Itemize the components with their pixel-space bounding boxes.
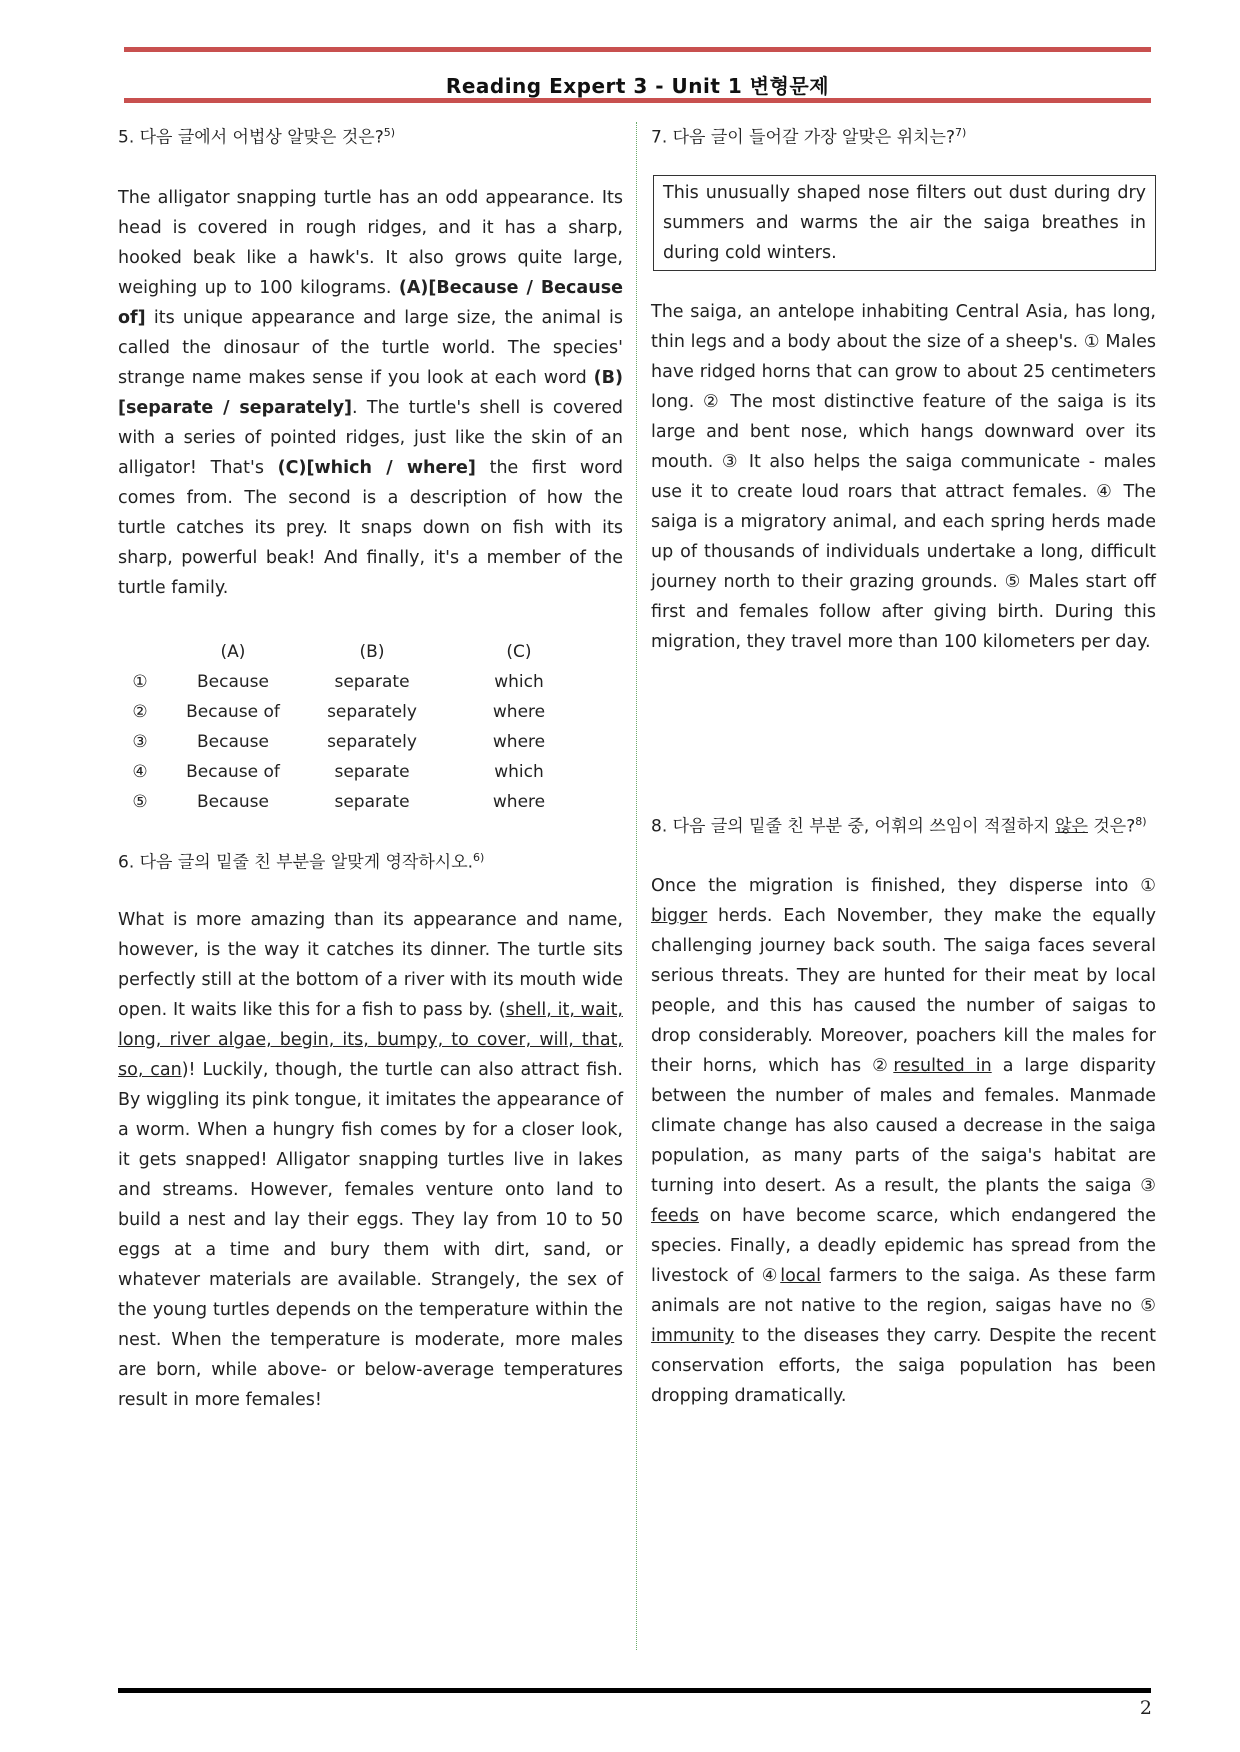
question-7-passage: The saiga, an antelope inhabiting Central Asia, has long, thin legs and a body about the size of a sheep's. ① Males have ridged horns that can grow to about 25 centimeters long. ② The most distinctive feature of the saiga is its large and bent nose, which hangs downward over its mouth. ③ It also helps the saiga communicate - males use it to create loud roars that attract females. ④ The saiga is a migratory animal, and each spring herds made up of thousands of individuals undertake a long, difficult journey north to their grazing grounds. ⑤ Males start off first and females follow after giving birth. During this migration, they travel more than 100 kilometers per day. <box>651 301 1156 652</box>
column-divider <box>636 122 637 1650</box>
question-6 <box>118 843 623 1416</box>
answer-option-4[interactable]: ④ Because of separate which <box>132 761 544 782</box>
header-top-rule <box>124 47 1151 52</box>
question-5-title: 5. 다음 글에서 어법상 알맞은 것은?$^{5)}$ <box>118 126 396 148</box>
question-8-passage: Once the migration is finished, they disperse into ① bigger herds. Each November, they make the equally challenging journey back south. The saiga faces several serious threats. They are hunted for their meat by local people, and this has caused the number of saigas to drop considerably. Moreover, poachers kill the males for their horns, which has ②resulted in a large disparity between the number of males and females. Manmade climate change has also caused a decrease in the saiga population, as many parts of the saiga's habitat are turning into desert. As a result, the plants the saiga ③ feeds on have become scarce, which endangered the species. Finally, a deadly epidemic has spread from the livestock of ④local farmers to the saiga. As these farm animals are not native to the region, saigas have no ⑤ immunity to the diseases they carry. Despite the recent conservation efforts, the saiga population has been dropping dramatically. <box>651 876 1156 1407</box>
question-5-passage: The alligator snapping turtle has an odd appearance. Its head is covered in rough ridges, and it has a sharp, hooked beak like a hawk's. It also grows quite large, weighing up to 100 kilograms. (A)[Because / Because of] its unique appearance and large size, the animal is called the dinosaur of the turtle world. The species' strange name makes sense if you look at each word (B)[separate / separately]. The turtle's shell is covered with a series of pointed ridges, just like the skin of an alligator! That's (C)[which / where] the first word comes from. The second is a description of how the turtle catches its prey. It snaps down on fish with its sharp, powerful beak! And finally, it's a member of the turtle family. <box>118 187 623 598</box>
question-6-passage: What is more amazing than its appearance and name, however, is the way it catches its dinner. The turtle sits perfectly still at the bottom of a river with its mouth wide open. It waits like this for a fish to pass by. (shell, it, wait, long, river algae, begin, its, bumpy, to cover, will, that, so, can)! Luckily, though, the turtle can also attract fish. By wiggling its pink tongue, it imitates the appearance of a worm. When a hungry fish comes by for a closer look, it gets snapped! Alligator snapping turtles live in lakes and streams. However, females venture onto land to build a nest and lay their eggs. They lay from 10 to 50 eggs at a time and bury them with dirt, sand, or whatever materials are available. Strangely, the sex of the young turtles depends on the temperature within the nest. When the temperature is moderate, more males are born, while above- or below-average temperatures result in more females! <box>118 910 623 1411</box>
question-6-title: 6. 다음 글의 밑줄 친 부분을 알맞게 영작하시오.$^{6)}$ <box>118 850 485 873</box>
answer-options-table <box>122 637 602 817</box>
question-8 <box>651 807 1156 1412</box>
left-column <box>118 118 623 1415</box>
answer-option-2[interactable]: ② Because of separately where <box>132 701 546 722</box>
page-number: 2 <box>1139 1697 1152 1719</box>
answer-option-3[interactable]: ③ Because separately where <box>132 731 546 752</box>
right-column <box>651 118 1156 1411</box>
insert-sentence-box: This unusually shaped nose filters out dust during dry summers and warms the air the saiga breathes in during cold winters. <box>653 175 1156 271</box>
footer-rule <box>118 1688 1151 1693</box>
answer-option-1[interactable]: ① Because separate which <box>132 671 544 692</box>
page-title: Reading Expert 3 - Unit 1 변형문제 <box>445 74 830 98</box>
question-5 <box>118 118 623 817</box>
question-8-title: 8. 다음 글의 밑줄 친 부분 중, 어휘의 쓰임이 적절하지 않은 것은?$^{8)}$ <box>651 814 1147 837</box>
question-7-title: 7. 다음 글이 들어갈 가장 알맞은 위치는?$^{7)}$ <box>651 126 967 148</box>
scrambled-words: shell, it, wait, long, river algae, begin, its, bumpy, to cover, will, that, so, can <box>118 1000 623 1081</box>
table-header-row: (A) (B) (C) <box>220 641 532 662</box>
question-7 <box>651 118 1156 657</box>
answer-option-5[interactable]: ⑤ Because separate where <box>132 791 546 812</box>
header-bottom-rule <box>124 98 1151 103</box>
